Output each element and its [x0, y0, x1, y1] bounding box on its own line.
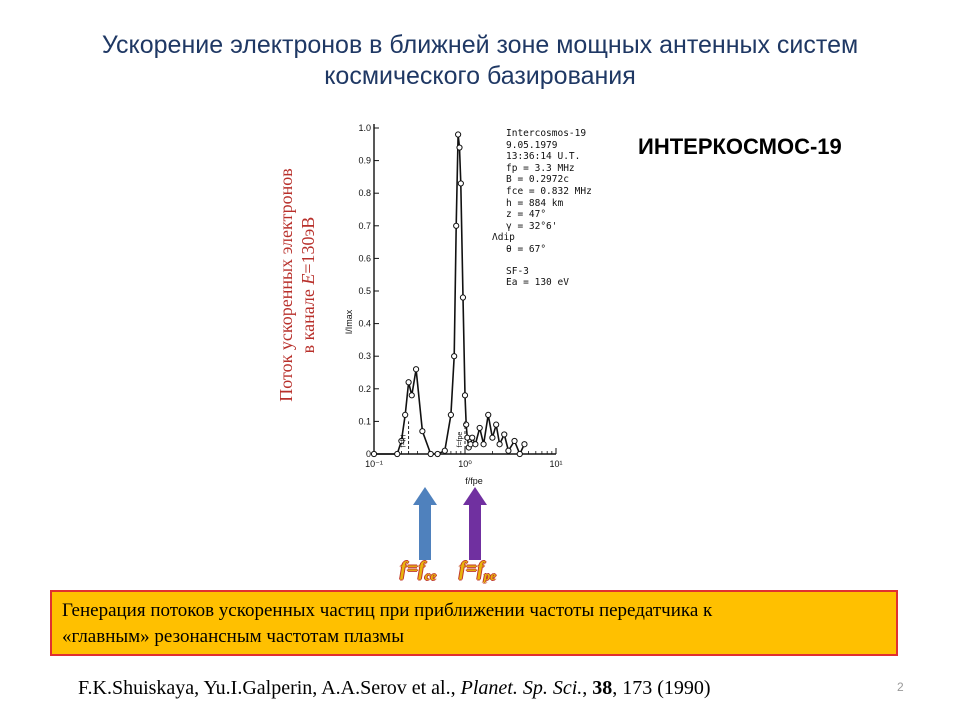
page-number: 2 — [897, 680, 904, 694]
data-point — [506, 448, 511, 453]
annotation-line: Ea = 130 eV — [506, 277, 569, 289]
y-tick-labels — [358, 123, 371, 459]
data-point — [473, 442, 478, 447]
data-point — [490, 435, 495, 440]
formula-fpe — [459, 558, 496, 584]
formula-fce-eq: = — [406, 558, 419, 580]
spectrum-line — [374, 135, 524, 455]
arrow-fpe-head — [463, 487, 487, 505]
y-tick-label: 0 — [365, 449, 371, 459]
slide-title — [40, 30, 920, 92]
x-tick-label: 10⁰ — [458, 459, 472, 469]
annotation-line: γ = 32°6' — [506, 220, 558, 232]
data-point — [486, 412, 491, 417]
data-point — [462, 393, 467, 398]
data-point — [457, 145, 462, 150]
reference-pages-year: , 173 (1990) — [612, 677, 711, 699]
data-point — [428, 451, 433, 456]
formula-fpe-eq: = — [465, 558, 478, 580]
data-point — [460, 295, 465, 300]
annotation-line: B = 0.2972c — [506, 174, 569, 186]
annotation-line: 9.05.1979 — [506, 139, 558, 151]
arrow-fce-shaft — [419, 503, 431, 560]
y-tick-label: 0.9 — [358, 155, 371, 166]
generation-note-line-1: Генерация потоков ускоренных частиц при приближении частоты передатчика к — [62, 600, 713, 621]
spectrum-points — [371, 132, 527, 457]
formula-fpe-f2: f — [477, 558, 484, 580]
y-tick-label: 0.3 — [358, 351, 371, 362]
data-point — [517, 451, 522, 456]
annotation-line: fce = 0.832 MHz — [506, 185, 592, 197]
data-point — [403, 412, 408, 417]
flux-axis-caption — [275, 135, 335, 435]
measurement-annotation — [492, 128, 592, 289]
y-tick-label: 0.5 — [358, 286, 371, 296]
resonance-arrows — [410, 485, 490, 565]
reference-sep: , — [582, 677, 593, 699]
data-point — [456, 132, 461, 137]
data-point — [458, 181, 463, 186]
data-point — [502, 432, 507, 437]
formula-fce-sub: ce — [424, 568, 437, 583]
data-point — [371, 451, 376, 456]
flux-caption-energy-value: =130эВ — [298, 216, 318, 274]
reference-authors: F.K.Shuiskaya, Yu.I.Galperin, A.A.Serov et al., — [78, 677, 461, 699]
y-tick-label: 0.6 — [358, 253, 371, 264]
resonance-marker-label: f=fpe — [457, 431, 464, 448]
data-point — [413, 367, 418, 372]
data-point — [470, 435, 475, 440]
generation-note — [50, 590, 898, 656]
title-line-2: космического базирования — [324, 62, 636, 90]
data-point — [481, 442, 486, 447]
flux-caption-prefix: в канале — [298, 284, 318, 354]
data-point — [409, 393, 414, 398]
x-tick-label: 10⁻¹ — [365, 459, 383, 469]
flux-caption-energy-symbol: E — [298, 273, 318, 285]
y-tick-label: 0.7 — [358, 220, 371, 231]
formula-fpe-sub: pe — [483, 568, 497, 583]
data-point — [406, 380, 411, 385]
arrow-fpe — [463, 487, 487, 560]
data-point — [452, 354, 457, 359]
formula-fce-f: f — [400, 558, 407, 580]
data-point — [464, 422, 469, 427]
y-tick-label: 0.4 — [358, 318, 371, 329]
data-point — [494, 422, 499, 427]
data-point — [522, 442, 527, 447]
title-line-1: Ускорение электронов в ближней зоне мощных антенных систем — [101, 31, 859, 59]
formula-fce-f2: f — [418, 558, 425, 580]
y-tick-label: 0.8 — [358, 188, 371, 199]
data-point — [454, 223, 459, 228]
data-point — [435, 451, 440, 456]
annotation-line: h = 884 km — [506, 197, 564, 209]
annotation-line: z = 47° — [506, 209, 547, 221]
arrow-fce-head — [413, 487, 437, 505]
generation-note-line-2: «главным» резонансным частотам плазмы — [62, 626, 404, 647]
data-point — [512, 438, 517, 443]
x-tick-label: 10¹ — [549, 459, 563, 469]
reference — [78, 677, 711, 700]
y-tick-label: 1.0 — [358, 123, 371, 133]
resonance-markers — [401, 421, 465, 454]
y-axis-label: I/Imax — [344, 309, 354, 335]
y-tick-label: 0.2 — [358, 383, 371, 394]
satellite-badge: ИНТЕРКОСМОС-19 — [638, 134, 842, 159]
data-point — [497, 442, 502, 447]
arrow-fce — [413, 487, 437, 560]
data-point — [448, 412, 453, 417]
reference-journal: Planet. Sp. Sci. — [460, 677, 583, 699]
data-point — [477, 425, 482, 430]
y-tick-label: 0.1 — [358, 416, 371, 427]
annotation-line: fp = 3.3 MHz — [506, 162, 575, 174]
data-point — [395, 451, 400, 456]
annotation-line: 13:36:14 U.T. — [506, 151, 581, 163]
annotation-line: SF-3 — [506, 265, 529, 277]
annotation-line: Λdip — [492, 232, 515, 244]
data-point — [420, 429, 425, 434]
annotation-line: Intercosmos-19 — [506, 128, 587, 139]
resonance-marker-label: f=fH — [400, 434, 408, 448]
reference-volume: 38 — [592, 677, 613, 699]
data-point — [442, 448, 447, 453]
x-axis-label: f/fpe — [465, 476, 483, 486]
flux-caption-line-2 — [297, 135, 319, 435]
flux-caption-line-1: Поток ускоренных электронов — [276, 168, 296, 402]
formula-fce — [400, 558, 436, 584]
arrow-fpe-shaft — [469, 503, 481, 560]
x-tick-labels — [365, 459, 562, 469]
annotation-line: θ = 67° — [506, 243, 547, 255]
formula-fpe-f: f — [459, 558, 466, 580]
